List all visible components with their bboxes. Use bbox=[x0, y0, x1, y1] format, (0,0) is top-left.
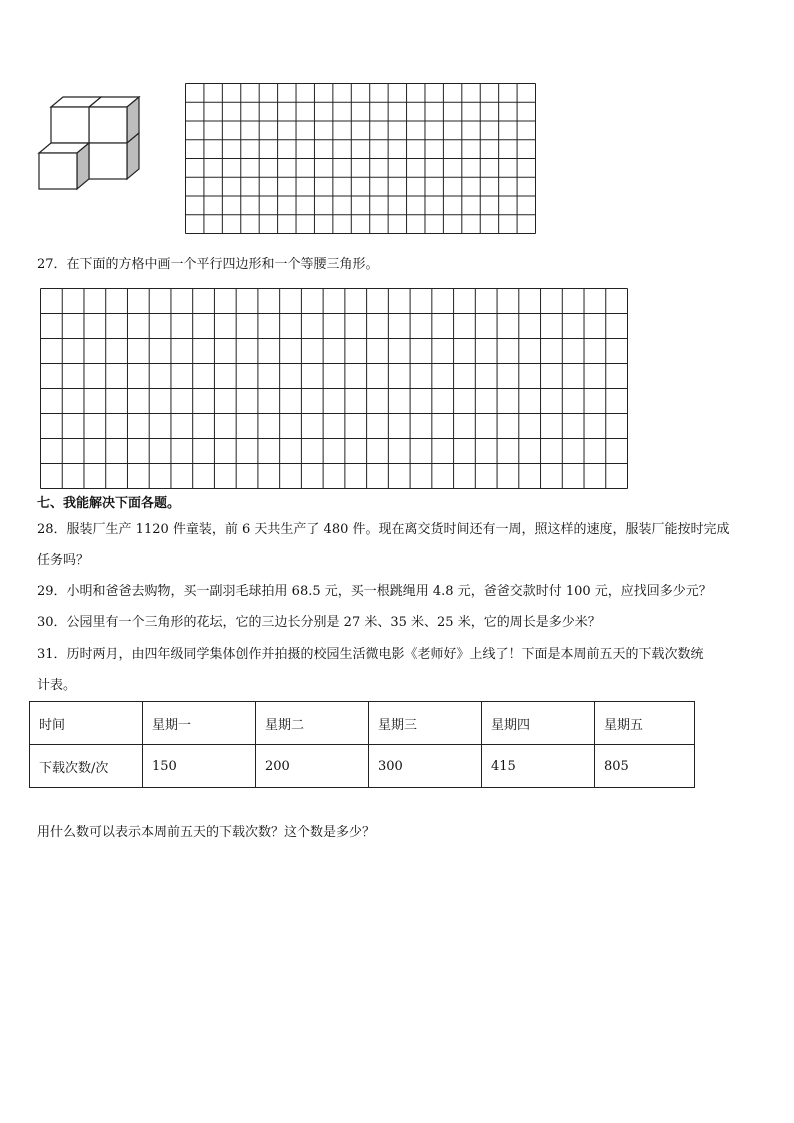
table-cell: 300 bbox=[369, 745, 482, 788]
section-heading: 七、我能解决下面各题。 bbox=[37, 496, 181, 511]
table-cell: 805 bbox=[595, 745, 695, 788]
table-cell: 星期五 bbox=[595, 702, 695, 745]
table-cell: 下载次数/次 bbox=[30, 745, 143, 788]
table-cell: 星期四 bbox=[482, 702, 595, 745]
question-28-line1: 28．服装厂生产 1120 件童装，前 6 天共生产了 480 件。现在离交货时间还有一周，照这样的速度，服装厂能按时完成 bbox=[37, 522, 730, 537]
table-cell: 200 bbox=[256, 745, 369, 788]
cube-stack-icon bbox=[38, 95, 140, 190]
table-cell: 星期三 bbox=[369, 702, 482, 745]
table-cell: 150 bbox=[143, 745, 256, 788]
grid-large[interactable] bbox=[40, 288, 628, 489]
table-header-row bbox=[30, 702, 695, 745]
table-cell: 415 bbox=[482, 745, 595, 788]
table-cell: 星期一 bbox=[143, 702, 256, 745]
grid-small[interactable] bbox=[185, 83, 536, 234]
table-cell: 星期二 bbox=[256, 702, 369, 745]
download-table bbox=[29, 701, 695, 788]
question-31-line1: 31．历时两月，由四年级同学集体创作并拍摄的校园生活微电影《老师好》上线了！下面是本周前五天的下载次数统 bbox=[37, 647, 704, 662]
question-29: 29．小明和爸爸去购物，买一副羽毛球拍用 68.5 元，买一根跳绳用 4.8 元，爸爸交款时付 100 元，应找回多少元？ bbox=[37, 584, 712, 599]
table-cell: 时间 bbox=[30, 702, 143, 745]
table-row bbox=[30, 745, 695, 788]
question-31-ask: 用什么数可以表示本周前五天的下载次数？这个数是多少？ bbox=[37, 825, 376, 840]
question-28-line2: 任务吗？ bbox=[37, 553, 90, 568]
question-31-line2: 计表。 bbox=[37, 678, 77, 693]
question-30: 30．公园里有一个三角形的花坛，它的三边长分别是 27 米、35 米、25 米，它的周长是多少米？ bbox=[37, 615, 601, 630]
question-27: 27．在下面的方格中画一个平行四边形和一个等腰三角形。 bbox=[37, 257, 379, 272]
